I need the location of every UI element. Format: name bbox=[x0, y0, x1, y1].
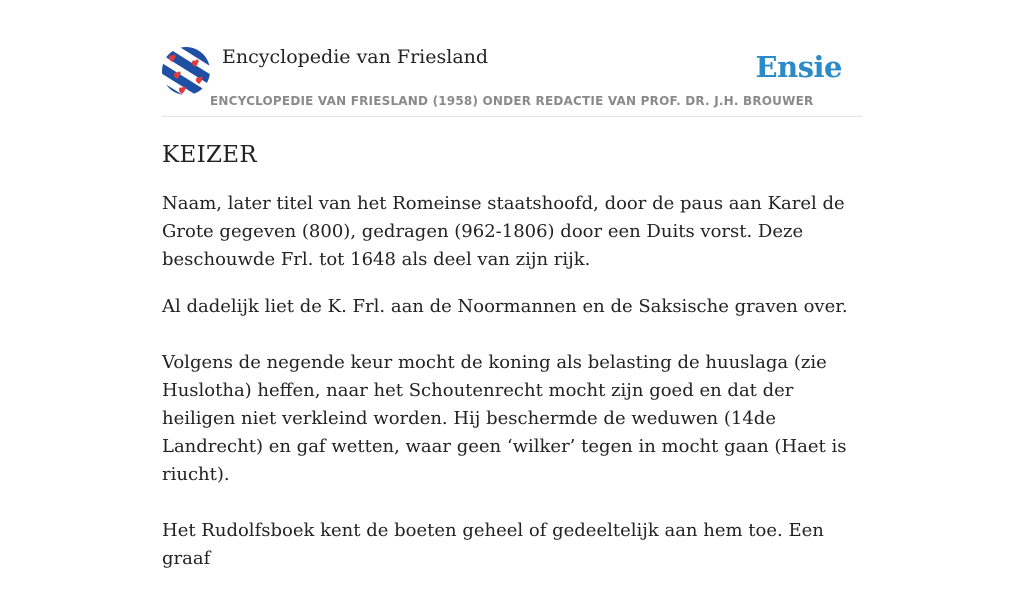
article-paragraph-4: Het Rudolfsboek kent de boeten geheel of gedeeltelijk aan hem toe. Een graaf bbox=[162, 520, 824, 569]
article-title: KEIZER bbox=[162, 142, 257, 168]
site-header bbox=[162, 44, 862, 117]
article bbox=[162, 140, 862, 592]
frisian-flag-logo-icon[interactable] bbox=[162, 47, 210, 95]
ensie-brand-link[interactable]: Ensie bbox=[755, 50, 842, 84]
article-paragraph-2: Al dadelijk liet de K. Frl. aan de Noormannen en de Saksische graven over. bbox=[162, 296, 848, 317]
site-name-link[interactable]: Encyclopedie van Friesland bbox=[222, 46, 489, 68]
encyclopedia-subtitle: ENCYCLOPEDIE VAN FRIESLAND (1958) ONDER REDACTIE VAN PROF. DR. J.H. BROUWER bbox=[210, 94, 814, 108]
article-paragraph-3: Volgens de negende keur mocht de koning als belasting de huuslaga (zie Huslotha) heffen, naar het Schoutenrecht mocht zijn goed en dat der heiligen niet verkleind worden. Hij beschermde de weduwen (14de Landrecht) en gaf wetten, waar geen ‘wilker’ tegen in mocht gaan (Haet is riucht). bbox=[162, 352, 847, 485]
article-paragraph-1: Naam, later titel van het Romeinse staatshoofd, door de paus aan Karel de Grote gegeven (800), gedragen (962-1806) door een Duits vorst. Deze beschouwde Frl. tot 1648 als deel van zijn rijk. bbox=[162, 193, 845, 270]
